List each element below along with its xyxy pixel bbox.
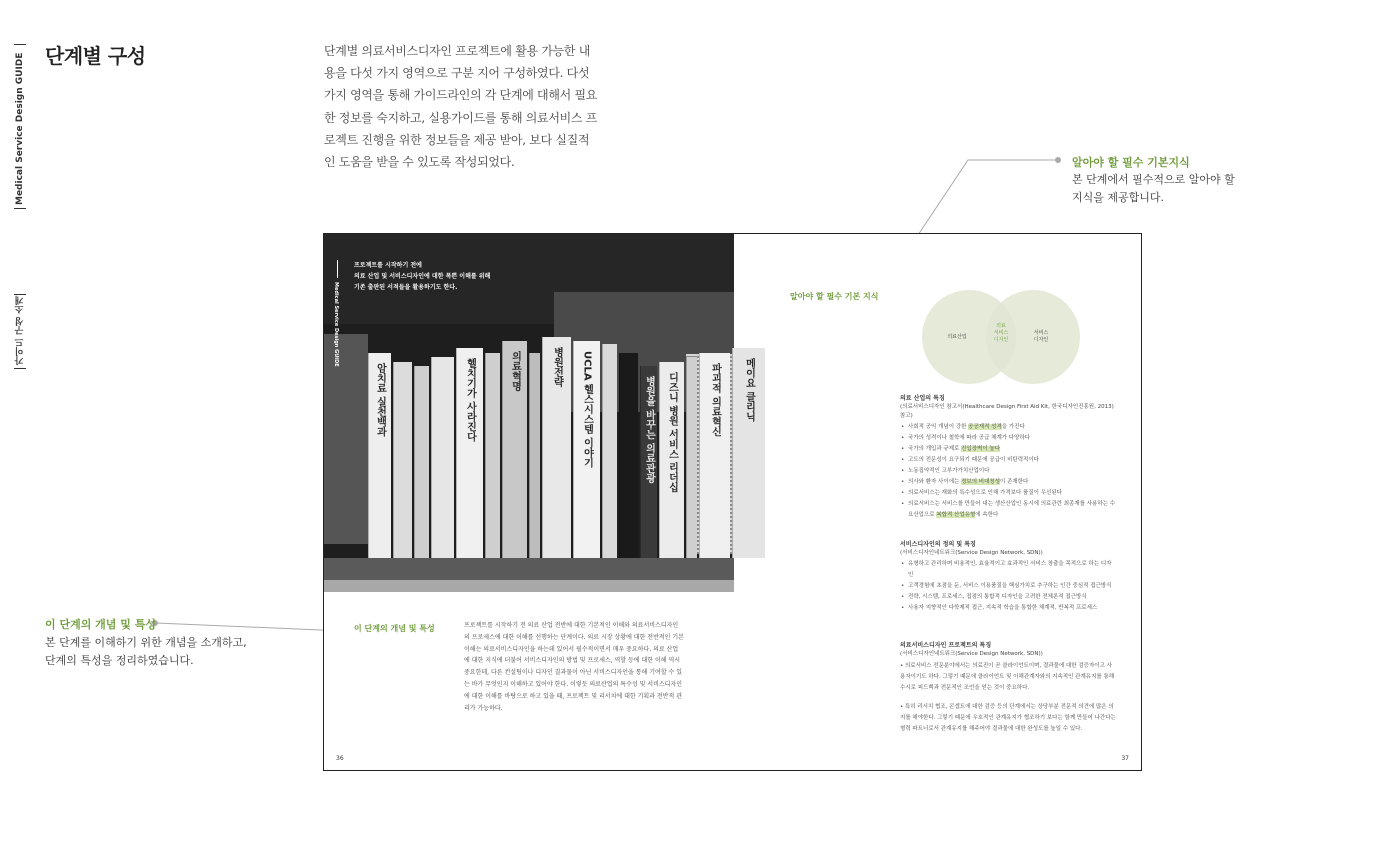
list-item bbox=[908, 455, 1116, 466]
knowledge-dot bbox=[1055, 157, 1061, 163]
section-title: 의료 산업의 특징 bbox=[900, 395, 945, 402]
item-text: 의사와 환자 사이에는 bbox=[908, 479, 962, 485]
section-title: 의료서비스디자인 프로젝트의 특징 bbox=[900, 642, 992, 649]
photo-side-label: Medical Service Design GUIDE bbox=[333, 282, 339, 367]
book-spine bbox=[659, 362, 684, 558]
book-spine bbox=[393, 362, 412, 558]
page-number-right: 37 bbox=[1121, 755, 1129, 762]
list-item bbox=[908, 603, 1116, 614]
concept-leader-line bbox=[156, 623, 344, 631]
book-spine bbox=[686, 357, 697, 558]
page-number-left: 36 bbox=[336, 755, 344, 762]
book-spine bbox=[699, 353, 730, 558]
highlight-text: 공공재적 성격 bbox=[968, 424, 1002, 430]
knowledge-title: 알아야 할 필수 기본 지식 bbox=[790, 292, 879, 301]
venn-label-middle: 의료 서비스 디자인 bbox=[993, 323, 1009, 343]
knowledge-annotation-title: 알아야 할 필수 기본지식 bbox=[1072, 156, 1190, 169]
book-spine bbox=[456, 348, 483, 558]
section-service-design bbox=[900, 540, 1116, 614]
list-item bbox=[908, 477, 1116, 488]
item-text: 이 존재한다 bbox=[1000, 479, 1029, 485]
book-row bbox=[368, 330, 767, 558]
venn-label-right: 서비스 디자인 bbox=[1033, 330, 1049, 343]
item-text: 의료서비스는 재화의 특수성으로 인해 가격보다 품질이 우선된다 bbox=[908, 490, 1062, 496]
section-label: 가이드 구성 소개 bbox=[15, 295, 26, 365]
item-text: 에 속한다 bbox=[975, 512, 999, 518]
item-text: 의료서비스는 서비스를 만들어 내는 생산산업인 동시에 의료관련 최종재를 사용하는 수요산업으로 bbox=[908, 501, 1116, 518]
section-source: (서비스디자인네트워크(Service Design Network, SDN)) bbox=[900, 550, 1043, 556]
paragraph: • 특히 리서치 협조, 콘셉트에 대한 검증 등의 단계에서는 상당부분 전문적 의견에 많은 의지를 해야한다. 그렇기 때문에 우호적인 관계유지가 협조하기 보다는 함께 만들어 나간다는 형력 파트너로서 관계유지를 해주어야 결과물에 대한 완성도를 높일 수 있다. bbox=[900, 704, 1116, 732]
bullet-list bbox=[900, 559, 1116, 614]
list-item bbox=[908, 422, 1116, 433]
venn-label-left: 의료산업 bbox=[947, 334, 967, 340]
intro-paragraph: 단계별 의료서비스디자인 프로젝트에 활용 가능한 내용을 다섯 가지 영역으로 구분 지어 구성하였다. 다섯가지 영역을 통해 가이드라인의 각 단계에 대해서 필요한 정보를 숙지하고, 실용가이드를 통해 의료서비스 프로젝트 진행을 위한 정보들을 제공 받아, 보다 실질적인 도움을 받을 수 있도록 작성되었다. bbox=[324, 44, 598, 170]
list-item bbox=[908, 444, 1116, 455]
item-text: 을 가진다 bbox=[1001, 424, 1025, 430]
book-spine bbox=[619, 353, 638, 558]
book-spine bbox=[368, 353, 391, 558]
concept-annotation-title: 이 단계의 개념 및 특성 bbox=[45, 618, 156, 631]
photo-left-stack bbox=[324, 334, 368, 544]
item-text: 사용자 지향적인 다학제적 접근, 지속적 학습을 통합한 체계적, 반복적 프로세스 bbox=[908, 605, 1098, 611]
guide-label: Medical Service Design GUIDE bbox=[15, 52, 25, 206]
section-medical-industry bbox=[900, 394, 1116, 521]
photo-caption-rule bbox=[337, 260, 338, 278]
item-text: 고객경험에 초점을 둔, 서비스 이용품질을 핵심가치로 추구하는 인간 중심적 접근방식 bbox=[908, 583, 1112, 589]
list-item bbox=[908, 488, 1116, 499]
book-spine bbox=[502, 341, 527, 558]
paragraph: • 의료서비스 전문분야에서는 의료진이 곧 클라이언트이며, 결과물에 대한 검증자이고 사용자이기도 하다. 그렇기 때문에 클라이언트 및 이해관계자와의 지속적인 관계유지를 통해 수시로 피드백과 전문적인 조언을 얻는 것이 중요하다. bbox=[900, 663, 1115, 691]
section-medical-service-project bbox=[900, 641, 1116, 743]
book-spine bbox=[732, 348, 765, 558]
section-source: (서비스디자인네트워크(Service Design Network, SDN)) bbox=[900, 651, 1043, 657]
section-title: 서비스디자인의 정의 및 특징 bbox=[900, 541, 976, 548]
concept-annotation-desc: 본 단계를 이해하기 위한 개념을 소개하고, 단계의 특성을 정리하였습니다. bbox=[45, 636, 247, 667]
book-title: 병원을 바꾸는 의료관광 bbox=[643, 376, 655, 483]
list-item bbox=[908, 592, 1116, 603]
item-text: 국가의 개입과 규제로 bbox=[908, 446, 962, 452]
book-spine bbox=[573, 341, 600, 558]
book-title: 메이요 클리닉 bbox=[743, 358, 755, 422]
book-spine bbox=[414, 366, 429, 558]
highlight-text: 진입장벽이 높다 bbox=[961, 446, 1001, 452]
book-title: 암치료 실천백과 bbox=[374, 363, 386, 437]
book-title: 병원전략 bbox=[551, 347, 563, 387]
concept-body: 프로젝트를 시작하기 전 의료 산업 전반에 대한 기본적인 이해와 의료서비스디자인의 프로세스에 대한 이해를 선행하는 단계이다. 의료 시장 상황에 대한 전반적인 기본 이해는 의료서비스디자인을 하는데 있어서 필수적이면서 매우 중요하다. 의료 산업에 대한 지식에 더불어 서비스디자인의 방법 및 프로세스, 역할 등에 대한 이해 역시 중요한데, 다른 컨설팅이나 디자인 결과물이 아닌 서비스디자인을 통해 기여할 수 있는 바가 무엇인지 이해하고 있어야 한다. 이렇듯 의료산업의 특수성 및 서비스디자인에 대한 이해를 바탕으로 하고 있을 때, 프로젝트 및 리서치에 대한 기획과 전반적 관리가 가능하다. bbox=[464, 622, 684, 712]
list-item bbox=[908, 499, 1116, 521]
bullet-list bbox=[900, 422, 1116, 521]
book-spine bbox=[640, 366, 657, 558]
book-spine bbox=[431, 357, 454, 558]
book-spine bbox=[602, 344, 617, 558]
paragraph-list bbox=[900, 661, 1116, 735]
book-spine bbox=[485, 353, 500, 558]
item-text: 노동집약적인 고부가가치산업이다 bbox=[908, 468, 990, 474]
book-spine bbox=[542, 337, 571, 558]
book-spine bbox=[529, 353, 540, 558]
item-text: 사회적 공익 개념이 강한 bbox=[908, 424, 969, 430]
book-title: 의료혁명 bbox=[509, 351, 521, 391]
section-source: (의료서비스디자인 참고서(Healthcare Design First Aid Kit, 한국디자인진흥원, 2013) 참고) bbox=[900, 404, 1114, 419]
highlight-text: 정보의 비대칭성 bbox=[961, 479, 1001, 485]
venn-diagram bbox=[920, 290, 1082, 386]
list-item bbox=[908, 466, 1116, 477]
concept-title: 이 단계의 개념 및 특성 bbox=[354, 624, 435, 633]
list-item bbox=[908, 433, 1116, 444]
photo-shelf bbox=[324, 558, 734, 580]
list-item bbox=[908, 559, 1116, 581]
bookshelf-photo bbox=[324, 234, 755, 592]
item-text: 유형하고 관리하며 비용적인, 효율적이고 효과적인 서비스 창출을 목적으로 하는 디자인 bbox=[908, 561, 1112, 578]
item-text: 고도의 전문성이 요구되기 때문에 공급이 비탄력적이다 bbox=[908, 457, 1039, 463]
page-title: 단계별 구성 bbox=[45, 44, 146, 68]
photo-caption: 프로젝트를 시작하기 전에 의료 산업 및 서비스디자인에 대한 폭쁜 이해를 위해 기존 출판된 서적들을 활용하기도 한다. bbox=[354, 262, 491, 291]
photo-under-shelf bbox=[324, 580, 734, 592]
book-title: 디즈니 병원 서비스 리더십 bbox=[666, 372, 678, 493]
book-spread bbox=[323, 233, 1142, 771]
book-title: 파괴적 의료혁신 bbox=[709, 363, 721, 437]
highlight-text: 복합적 산업유형 bbox=[936, 512, 976, 518]
item-text: 전략, 시스템, 프로세스, 접점의 통합적 디자인을 고려한 전체론적 접근방식 bbox=[908, 594, 1087, 600]
item-text: 국가의 성격이나 철학에 따라 공급 체계가 다양하다 bbox=[908, 435, 1031, 441]
list-item bbox=[908, 581, 1116, 592]
book-title: UCLA 헬스시스템 이야기 bbox=[581, 351, 593, 468]
knowledge-annotation-desc: 본 단계에서 필수적으로 알아야 할 지식을 제공합니다. bbox=[1072, 173, 1235, 204]
book-title: 헬치기가 사라진다 bbox=[464, 358, 476, 442]
